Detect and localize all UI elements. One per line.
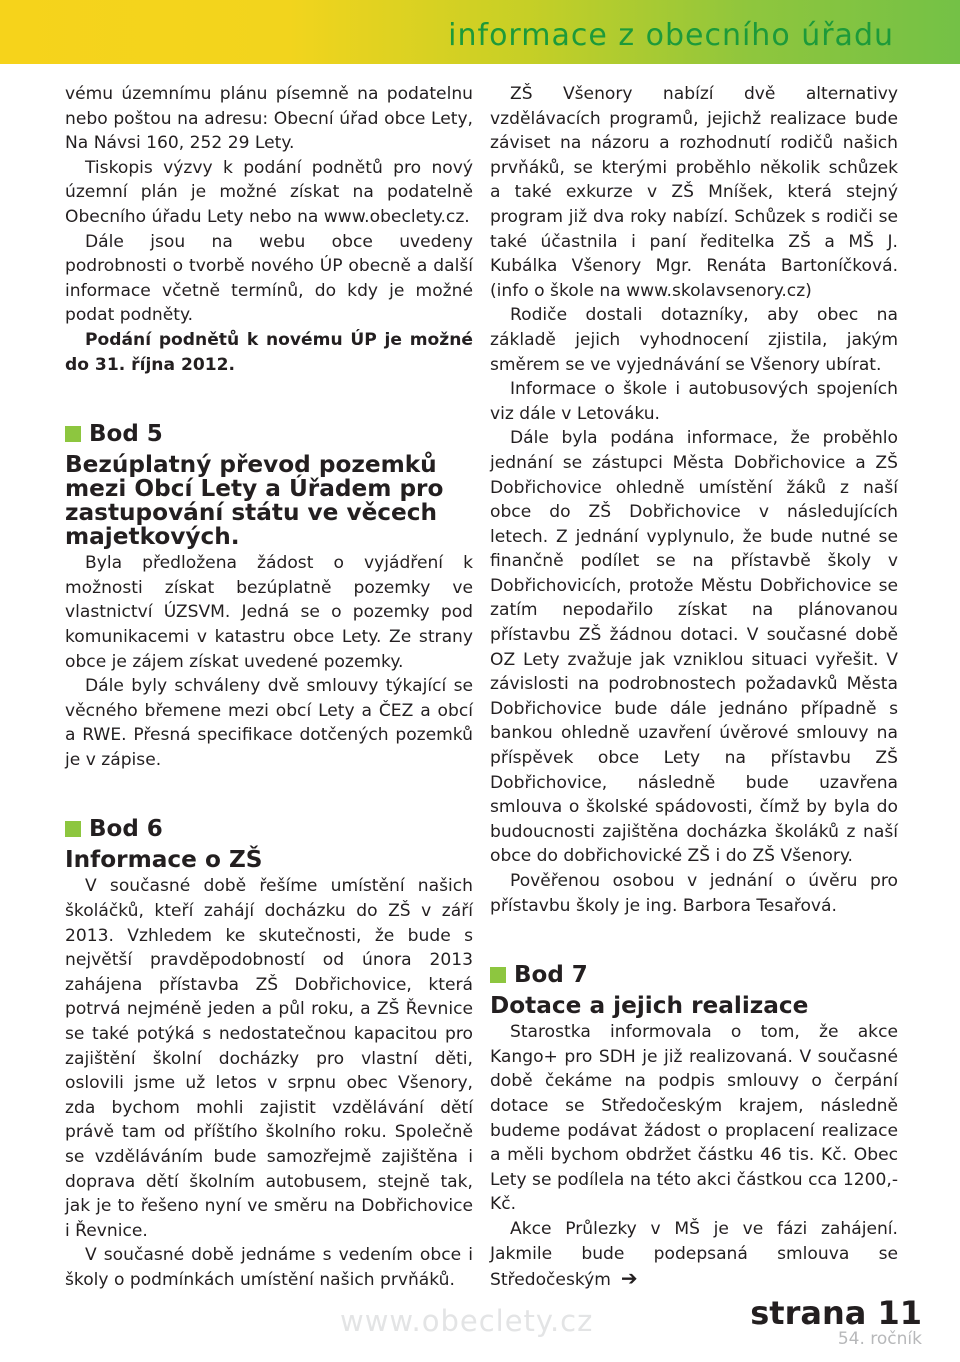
page-number: strana 11 [750,1294,922,1332]
section-bod-7 [490,960,898,1293]
header-bar [0,0,960,64]
paragraph: Dále byly schváleny dvě smlouvy týkající se věcného břemene mezi obcí Lety a ČEZ a obcí a RWE. Přesná specifikace dotčených pozemků je v zápise. [65,676,473,770]
paragraph: Byla předložena žádost o vyjádření k možnosti získat bezúplatně pozemky ve vlastnictví ÚZSVM. Jedná se o pozemky pod komunikacemi v katastru obce Lety. Ze strany obce je zájem získat uvedené pozemky. [65,553,473,672]
section-number: Bod 6 [89,816,163,843]
website-url: www.obeclety.cz [340,1304,594,1338]
paragraph: Rodiče dostali dotazníky, aby obec na základě jejich vyhodnocení zjistila, jakým směrem se ve vyjednávání se Všenory ubírat. [490,305,898,375]
section-bod-6 [65,814,473,1292]
section-bod-5 [65,419,473,772]
left-column [65,82,473,1293]
paragraph: Tiskopis výzvy k podání podnětů pro nový územní plán je možné získat na podatelně Obecního úřadu Lety nebo na www.obeclety.cz. [65,157,473,227]
green-square-icon [490,967,506,983]
green-square-icon [65,821,81,837]
section-number: Bod 7 [514,962,588,989]
paragraph [490,1217,898,1293]
paragraph: vému územnímu plánu písemně na podatelnu nebo poštou na adresu: Obecní úřad obce Lety, Na Návsi 160, 252 29 Lety. [65,84,473,154]
section-label [65,419,473,449]
paragraph: ZŠ Všenory nabízí dvě alternativy vzdělávacích programů, jejichž realizace bude záviset na názoru a rozhodnutí rodičů našich prvňáků, se kterými proběhlo několik schůzek a také exkurze v ZŠ Mníšek, která stejný program již dva roky nabízí. Schůzek s rodiči se také účastnila i paní ředitelka ZŠ a MŠ J. Kubálka Všenory Mgr. Renáta Bartoníčková. (info o škole na www.skolavsenory.cz) [490,84,898,301]
page-number-block [750,1296,922,1348]
paragraph-text: Akce Průlezky v MŠ je ve fázi zahájení. Jakmile bude podepsaná smlouva se Středočeským [490,1218,898,1291]
section-heading: Bezúplatný převod pozemků mezi Obcí Lety a Úřadem pro zastupování státu ve věcech majetkových. [65,451,444,551]
green-square-icon [65,426,81,442]
section-heading: Informace o ZŠ [65,846,263,874]
paragraph: Starostka informovala o tom, že akce Kango+ pro SDH je již realizovaná. V současné době čekáme na podpis smlouvy o čerpání dotace se Středočeským krajem, následně budeme podávat žádost o proplacení realizace a měli bychom obdržet částku 46 tis. Kč. Obec Lety se podílela na této akci částkou cca 1200,- Kč. [490,1022,898,1215]
section-label [490,960,898,990]
paragraph: Pověřenou osobou v jednání o úvěru pro přístavbu školy je ing. Barbora Tesařová. [490,871,898,916]
section-heading: Dotace a jejich realizace [490,992,809,1020]
section-label [65,814,473,844]
paragraph: Dále jsou na webu obce uvedeny podrobnosti o tvorbě nového ÚP obecně a další informace včetně termínů, do kdy je možné podat podněty. [65,231,473,326]
paragraph: V současné době řešíme umístění našich školáčků, kteří zahájí docházku do ZŠ v září 2013. Vzhledem ke skutečnosti, že bude s největší pravděpodobností od února 2013 zahájena přístavba ZŠ Dobřichovice, která potrvá nejméně jeden a půl roku, a ZŠ Řevnice se také potýká s nedostatečnou kapacitou pro zajištění školní docházky pro vlastní děti, oslovili jsme už letos v srpnu obec Všenory, zda bychom mohli zajistit vzdělávání dětí právě tam od příštího školního roku. Společně se vzděláváním bude samozřejmě zajištěna i doprava dětí školním autobusem, stejně tak, jak je to řešeno nyní ve směru na Dobřichovice i Řevnice. [65,876,473,1241]
section-number: Bod 5 [89,421,163,448]
arrow-right-icon: ➔ [620,1266,638,1291]
section-title: informace z obecního úřadu [448,18,894,53]
paragraph: Dále byla podána informace, že proběhlo jednání se zástupci Města Dobřichovice a ZŠ Dobřichovice ohledně umístění žáků z naší obce do ZŠ Dobřichovice v následujících letech. Z jednání vyplynulo, že bude nutné se finančně podílet se na přístavbě školy v Dobřichovicích, protože Městu Dobřichovice se zatím nepodařilo získat na plánovanou přístavbu ZŠ žádnou dotaci. V současné době OZ Lety zvažuje jak vzniklou situaci vyřešit. V závislosti na podrobnostech požadavků Města Dobřichovice bude dále jednáno případně s bankou ohledně uzavření úvěrové smlouvy na příspěvek obce Lety na přístavbu ZŠ Dobřichovice, následně bude uzavřena smlouva o školské spádovosti, čímž by byla do budoucnosti zajištěna docházka školáků z naší obce do dobřichovické ZŠ i do ZŠ Všenory. [490,428,898,867]
paragraph: V současné době jednáme s vedením obce i školy o podmínkách umístění našich prvňáků. [65,1245,473,1290]
volume-label: 54. ročník [837,1329,922,1349]
deadline-notice: Podání podnětů k novému ÚP je možné do 31. října 2012. [65,329,473,375]
right-column [490,82,898,1293]
paragraph: Informace o škole i autobusových spojeních viz dále v Letováku. [490,379,898,424]
